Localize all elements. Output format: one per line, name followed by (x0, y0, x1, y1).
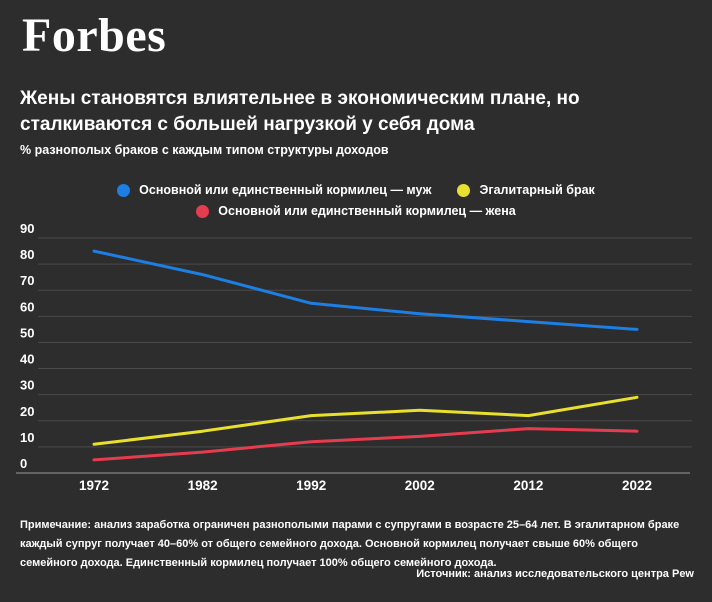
legend (30, 183, 682, 218)
x-tick-label: 2022 (621, 478, 653, 493)
legend-item (117, 183, 431, 197)
y-tick-label: 0 (20, 456, 28, 471)
y-tick-label: 60 (20, 299, 35, 315)
chart-subtitle: % разнополых браков с каждым типом структуры доходов (20, 143, 389, 157)
legend-label: Эгалитарный брак (479, 183, 595, 197)
forbes-logo: Forbes (22, 9, 167, 62)
chart-title: Жены становятся влиятельнее в экономическим плане, но сталкиваются с большей нагрузкой у себя дома (20, 88, 580, 135)
y-tick-label: 90 (20, 222, 35, 237)
source-credit: Источник: анализ исследовательского центра Pew (416, 568, 694, 580)
legend-label: Основной или единственный кормилец — муж (139, 183, 432, 197)
footnote: Примечание: анализ заработка ограничен разнополыми парами с супругами в возрасте 25–64 лет. В эгалитарном браке каждый супруг получает 40–60% от общего семейного дохода. Основной кормилец получает свыше 60% общего семейного дохода. Единственный кормилец получает 100% общего семейного дохода. (20, 519, 680, 569)
y-tick-label: 20 (20, 403, 35, 419)
x-tick-label: 1972 (78, 478, 110, 493)
x-tick-label: 1982 (187, 478, 218, 493)
legend-dot-icon (196, 205, 209, 218)
legend-dot-icon (117, 184, 130, 197)
y-tick-label: 30 (20, 377, 35, 393)
y-tick-label: 70 (20, 273, 35, 289)
x-tick-label: 1992 (296, 478, 327, 493)
legend-item (457, 183, 594, 197)
x-tick-label: 2002 (404, 478, 435, 493)
y-tick-label: 40 (20, 351, 35, 367)
y-tick-label: 50 (20, 325, 35, 341)
legend-item (196, 204, 515, 218)
y-tick-label: 80 (20, 247, 35, 263)
legend-label: Основной или единственный кормилец — жена (218, 204, 516, 218)
legend-dot-icon (457, 184, 470, 197)
line-chart (0, 222, 712, 504)
y-tick-label: 10 (20, 429, 35, 445)
x-tick-label: 2012 (513, 478, 544, 493)
